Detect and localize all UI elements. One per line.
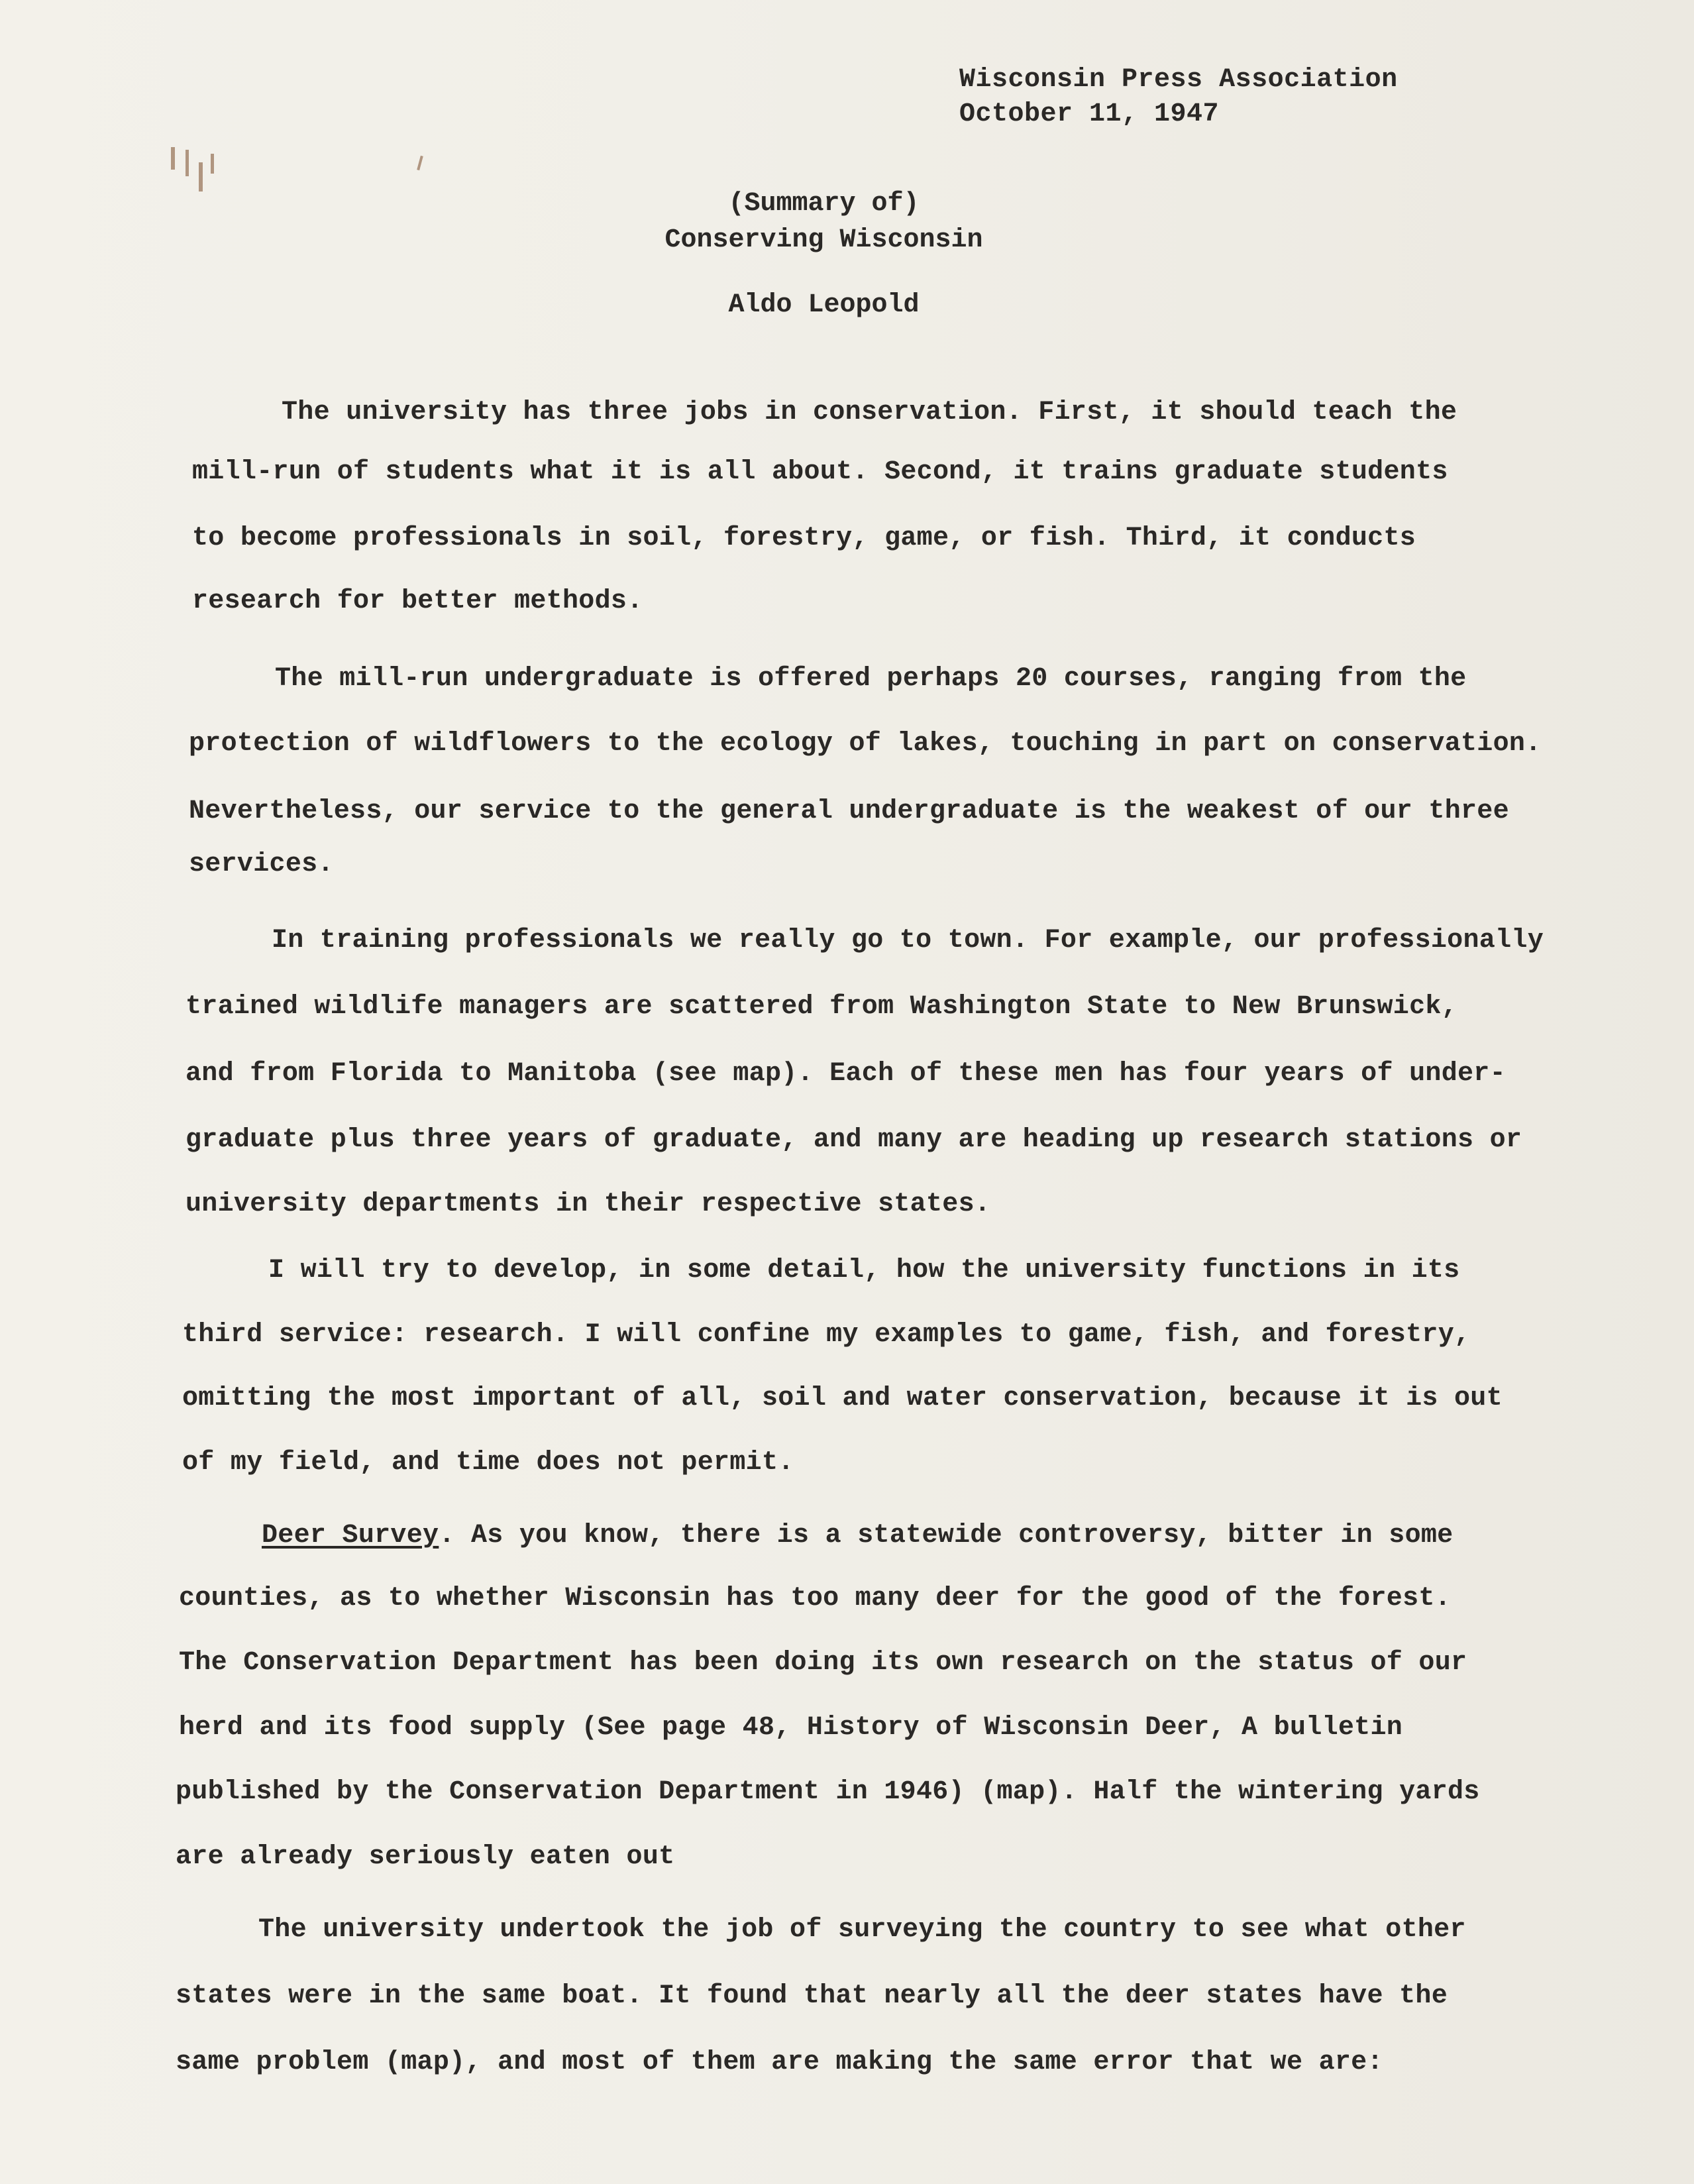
paragraph-line: third service: research. I will confine my examples to game, fish, and forestry, — [182, 1320, 1471, 1350]
paper-mark — [211, 154, 214, 174]
paragraph-line: of my field, and time does not permit. — [182, 1448, 794, 1478]
paragraph-line: The university undertook the job of surveying the country to see what other — [258, 1915, 1466, 1945]
paragraph-line: graduate plus three years of graduate, and many are heading up research stations or — [185, 1125, 1522, 1155]
paragraph-line: The mill-run undergraduate is offered perhaps 20 courses, ranging from the — [275, 664, 1467, 694]
header-organization: Wisconsin Press Association — [959, 65, 1398, 95]
paragraph-line: to become professionals in soil, forestry, game, or fish. Third, it conducts — [192, 523, 1416, 553]
paragraph-line: university departments in their respective states. — [185, 1189, 991, 1219]
paragraph-text: . As you know, there is a statewide controversy, bitter in some — [439, 1521, 1454, 1551]
paragraph-line: omitting the most important of all, soil and water conservation, because it is out — [182, 1384, 1503, 1413]
paragraph-line: are already seriously eaten out — [176, 1842, 675, 1872]
paragraph-line: The university has three jobs in conservation. First, it should teach the — [282, 398, 1457, 427]
paragraph-line: The Conservation Department has been doing its own research on the status of our — [179, 1648, 1467, 1678]
paragraph-line: herd and its food supply (See page 48, History of Wisconsin Deer, A bulletin — [179, 1713, 1403, 1743]
paragraph-line — [262, 1521, 1454, 1551]
paragraph-line: published by the Conservation Department in 1946) (map). Half the wintering yards — [176, 1777, 1480, 1807]
paragraph-line: I will try to develop, in some detail, how the university functions in its — [268, 1256, 1460, 1285]
paragraph-line: protection of wildflowers to the ecology of lakes, touching in part on conservation. — [189, 729, 1542, 759]
paper-mark — [171, 147, 175, 170]
paper-mark — [199, 162, 203, 191]
header-date: October 11, 1947 — [959, 99, 1220, 129]
title-summary-of: (Summary of) — [728, 189, 920, 219]
document-author: Aldo Leopold — [728, 290, 920, 320]
paragraph-line: In training professionals we really go to town. For example, our professionally — [272, 926, 1544, 956]
section-heading-deer-survey: Deer Survey — [262, 1521, 439, 1551]
paragraph-line: trained wildlife managers are scattered from Washington State to New Brunswick, — [185, 992, 1458, 1022]
paragraph-line: states were in the same boat. It found that nearly all the deer states have the — [176, 1981, 1448, 2011]
paragraph-line: and from Florida to Manitoba (see map). Each of these men has four years of under- — [185, 1059, 1506, 1089]
paragraph-line: counties, as to whether Wisconsin has too many deer for the good of the forest. — [179, 1584, 1452, 1613]
paragraph-line: Nevertheless, our service to the general undergraduate is the weakest of our three — [189, 796, 1509, 826]
paper-mark — [417, 156, 423, 170]
paragraph-line: services. — [189, 849, 334, 879]
paper-mark — [185, 150, 189, 176]
document-header — [959, 63, 1398, 132]
paragraph-line: research for better methods. — [192, 586, 643, 616]
paragraph-line: same problem (map), and most of them are making the same error that we are: — [176, 2048, 1383, 2077]
paragraph-line: mill-run of students what it is all about. Second, it trains graduate students — [192, 457, 1448, 487]
document-title: Conserving Wisconsin — [664, 225, 983, 255]
